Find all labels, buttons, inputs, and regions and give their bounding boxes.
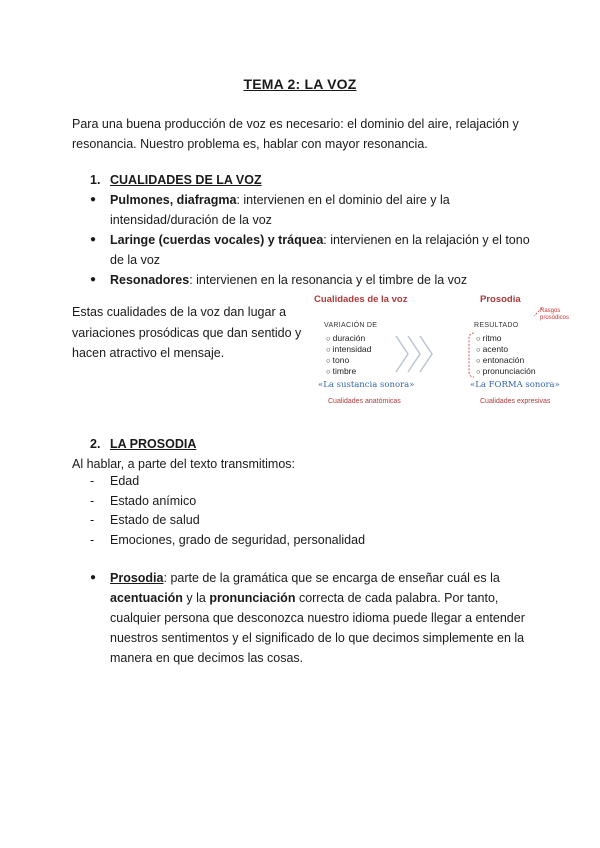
section-2-number: 2. (90, 437, 101, 451)
section-2-lead: Al hablar, a parte del texto transmitimos: (72, 457, 296, 471)
diagram-left-foot: Cualidades anatómicas (328, 398, 401, 405)
transmitted-list (90, 472, 365, 550)
diagram-right-list (476, 333, 536, 377)
prosodia-text-3: correcta de cada palabra. Por tanto, cualquier persona que desconozca nuestro idioma puede llegar a entender nuestros sentimentos y el significado de lo que decimos simplemente en la manera en que decimos las cosas. (110, 591, 525, 665)
diagram-left-label: VARIACIÓN DE (324, 322, 378, 329)
section-1-number: 1. (90, 173, 101, 187)
double-chevron-arrow-icon (392, 334, 440, 374)
prosodia-text-2: y la (182, 591, 210, 605)
left-bracket-icon (468, 332, 476, 378)
prosody-diagram (308, 292, 574, 412)
prosodia-bold-2: pronunciación (209, 591, 296, 605)
prosodia-definition (90, 568, 530, 668)
intro-paragraph: Para una buena producción de voz es necesario: el dominio del aire, relajación y resonancia. Nuestro problema es, hablar con mayor resonancia. (72, 117, 519, 151)
bullet-text: : intervienen en la resonancia y el timbre de la voz (189, 273, 468, 287)
section-1-title: CUALIDADES DE LA VOZ (110, 173, 262, 187)
list-item: ○ tono (326, 355, 371, 366)
list-item: ○ pronunciación (476, 366, 536, 377)
side-paragraph: Estas cualidades de la voz dan lugar a variaciones prosódicas que dan sentido y hacen atractivo el mensaje. (72, 305, 302, 360)
bullet-term: Resonadores (110, 273, 190, 287)
list-item: ○ duración (326, 333, 371, 344)
bullet-text: : intervienen en la relajación y el tono de la voz (110, 233, 530, 267)
list-item (90, 270, 530, 290)
list-item: ○ ritmo (476, 333, 536, 344)
page-title: TEMA 2: LA VOZ (243, 76, 357, 92)
prosodia-term: Prosodia (110, 571, 164, 585)
diagram-right-foot: Cualidades expresivas (480, 398, 551, 405)
list-item: ○ entonación (476, 355, 536, 366)
section-2-title: LA PROSODIA (110, 437, 197, 451)
prosodia-text-1: : parte de la gramática que se encarga de enseñar cuál es la (163, 571, 500, 585)
diagram-right-quote: «La FORMA sonora» (470, 380, 560, 390)
list-item: ○ intensidad (326, 344, 371, 355)
list-item: ○ acento (476, 344, 536, 355)
bullet-dot-icon: ● (90, 572, 97, 583)
qualities-list (90, 190, 530, 290)
diagram-right-label: RESULTADO (474, 322, 519, 329)
section-2-heading (90, 434, 196, 454)
bullet-term: Pulmones, diafragma (110, 193, 237, 207)
section-1-heading (90, 170, 262, 190)
list-item (90, 230, 530, 270)
list-item: - Estado anímico (90, 492, 365, 512)
list-item: ○ timbre (326, 366, 371, 377)
diagram-left-quote: «La sustancia sonora» (318, 380, 415, 390)
diagram-left-list (326, 333, 371, 377)
diagram-left-title: Cualidades de la voz (314, 294, 408, 305)
diagram-note: Rasgos prosódicos (540, 308, 570, 321)
list-item: - Emociones, grado de seguridad, personalidad (90, 531, 365, 551)
list-item (90, 190, 530, 230)
diagram-right-title: Prosodia (480, 294, 521, 305)
prosodia-bold-1: acentuación (110, 591, 183, 605)
bullet-term: Laringe (cuerdas vocales) y tráquea (110, 233, 324, 247)
bullet-text: : intervienen en el dominio del aire y la intensidad/duración de la voz (110, 193, 450, 227)
list-item: - Estado de salud (90, 511, 365, 531)
list-item: - Edad (90, 472, 365, 492)
